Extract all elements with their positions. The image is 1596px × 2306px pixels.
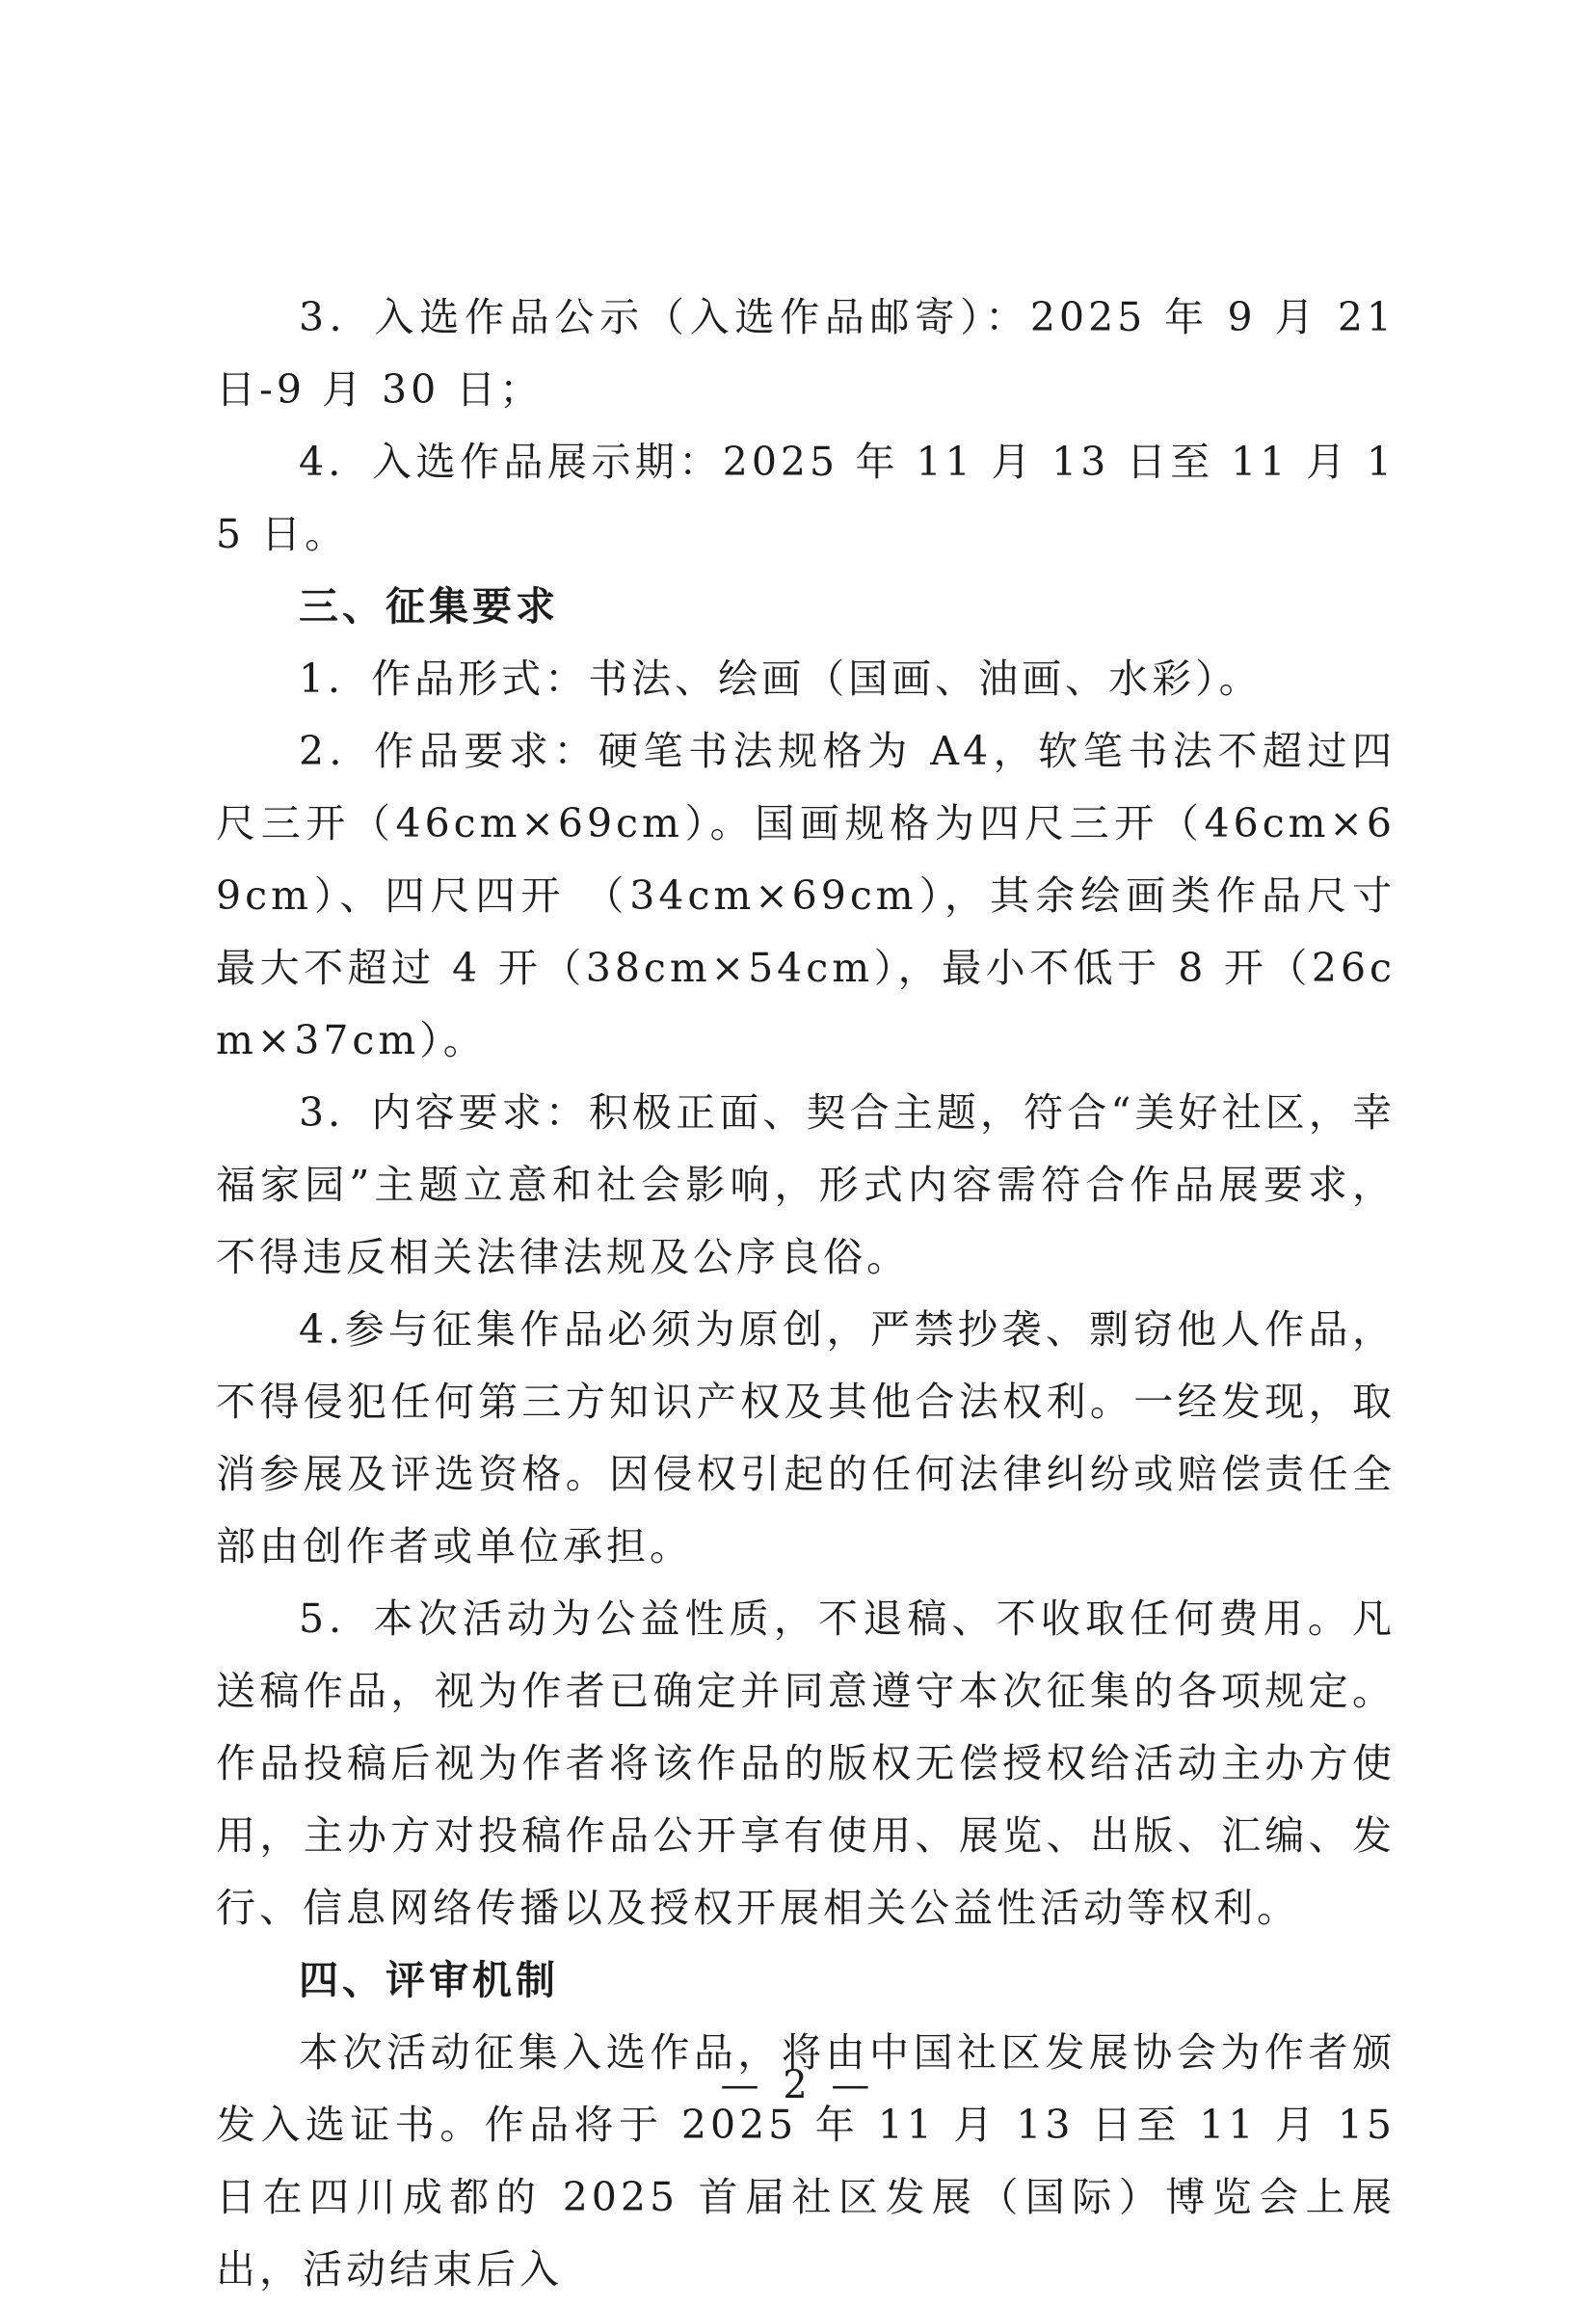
document-body <box>216 282 1396 2306</box>
requirement-item-4: 4.参与征集作品必须为原创，严禁抄袭、剽窃他人作品，不得侵犯任何第三方知识产权及其他合法权利。一经发现，取消参展及评选资格。因侵权引起的任何法律纠纷或赔偿责任全部由创作者或单位承担。 <box>216 1306 1396 1569</box>
section-heading-review: 四、评审机制 <box>299 1957 559 2003</box>
requirement-item-3: 3．内容要求：积极正面、契合主题，符合“美好社区，幸福家园”主题立意和社会影响，形式内容需符合作品展要求，不得违反相关法律法规及公序良俗。 <box>216 1089 1396 1280</box>
schedule-item-4: 4．入选作品展示期：2025 年 11 月 13 日至 11 月 15 日。 <box>216 439 1396 557</box>
requirement-item-5: 5．本次活动为公益性质，不退稿、不收取任何费用。凡送稿作品，视为作者已确定并同意遵守本次征集的各项规定。作品投稿后视为作者将该作品的版权无偿授权给活动主办方使用，主办方对投稿作品公开享有使用、展览、出版、汇编、发行、信息网络传播以及授权开展相关公益性活动等权利。 <box>216 1595 1396 1931</box>
requirement-item-2: 2．作品要求：硬笔书法规格为 A4，软笔书法不超过四尺三开（46cm×69cm）。国画规格为四尺三开（46cm×69cm）、四尺四开 （34cm×69cm），其余绘画类作品尺寸最大不超过 4 开（38cm×54cm），最小不低于 8 开（26cm×37cm）。 <box>216 728 1396 1063</box>
review-paragraph: 本次活动征集入选作品，将由中国社区发展协会为作者颁发入选证书。作品将于 2025 年 11 月 13 日至 11 月 15 日在四川成都的 2025 首届社区发展（国际）博览会上展出，活动结束后入 <box>216 2029 1396 2293</box>
section-heading-requirements: 三、征集要求 <box>299 583 559 630</box>
requirement-item-1: 1．作品形式：书法、绘画（国画、油画、水彩）。 <box>299 656 1263 702</box>
page-number: — 2 — <box>720 2063 876 2107</box>
schedule-item-3: 3．入选作品公示（入选作品邮寄）：2025 年 9 月 21 日-9 月 30 日； <box>216 294 1396 413</box>
